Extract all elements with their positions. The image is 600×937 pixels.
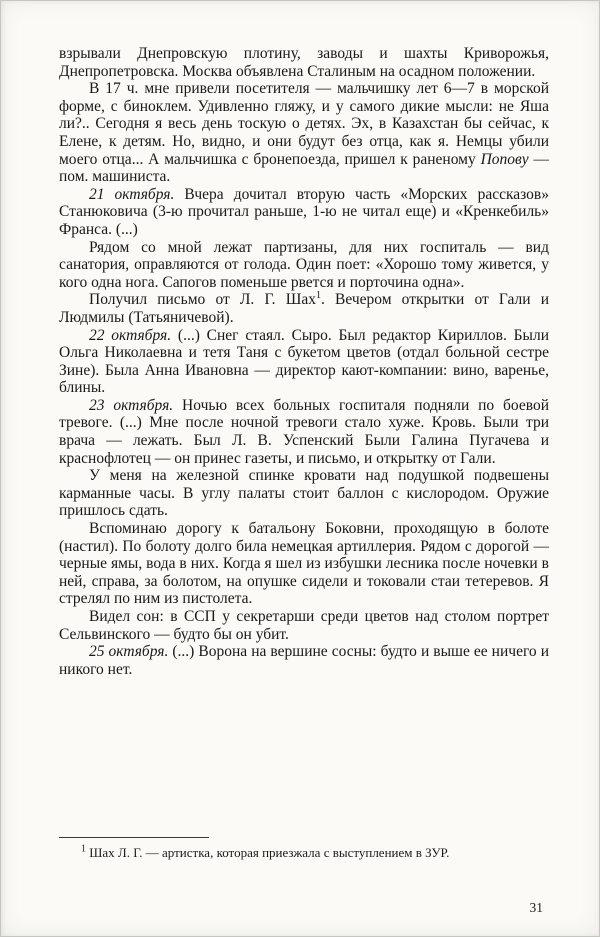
paragraph [59,467,549,520]
body-text: . Вечером открытки от Гали и Людмилы (Татьяничевой). [59,291,549,326]
body-text: (...) Снег стаял. Сыро. Был редактор Кириллов. Были Ольга Николаевна и тетя Таня с букетом цветов (отдал больной сестре Зине). Была Анна Ивановна — директор кают-компании: вино, варенье, блины. [59,326,549,397]
body-text: (...) Ворона на вершине сосны: будто и выше ее ничего и никого нет. [59,643,550,678]
body-text: Ночью всех больных госпиталя подняли по боевой тревоге. (...) Мне после ночной тревоги стало хуже. Кровь. Были три врача — лежать. Был Л. В. Успенский Были Галина Пугачева и краснофлотец — он принес газеты, и письмо, и открытку от Гали. [59,396,549,467]
paragraph [59,643,549,678]
footnote-text: Шах Л. Г. — артистка, которая приезжала с выступлением в ЗУР. [86,845,450,860]
body-text: Рядом со мной лежат партизаны, для них госпиталь — вид санатория, оправляются от голода. Один поет: «Хорошо тому живется, у кого одна нога. Сапогов поменьше рвется и порточина одна». [59,238,549,291]
paragraph [59,80,549,186]
paragraph [59,520,549,608]
text-column [59,45,549,678]
paragraph [59,239,549,292]
paragraph [59,327,549,397]
italic-text: Попову [480,150,529,168]
italic-text: 21 октября. [89,185,175,203]
paragraph [59,291,549,326]
footnote-rule [59,837,209,838]
body-text: Вспоминаю дорогу к батальону Боковни, проходящую в болоте (настил). По болоту долго била немецкая артиллерия. Рядом с дорогой — черные ямы, вода в них. Когда я шел из избушки лесника после ночевки в ней, справа, за болотом, на опушке сидели и токовали стаи тетеревов. Я стрелял по ним из пистолета. [59,520,549,608]
paragraph [59,397,549,467]
footnote [59,845,549,862]
paragraph [59,186,549,239]
body-text: Видел сон: в ССП у секретарши среди цветов над столом портрет Сельвинского — будто бы он убит. [59,608,549,643]
paragraph [59,45,549,80]
body-text: В 17 ч. мне привели посетителя — мальчишку лет 6—7 в морской форме, с биноклем. Удивленно гляжу, и у самого дикие мысли: не Яша ли?.. Сегодня я весь день тоскую о детях. Эх, в Казахстан бы сейчас, к Елене, к детям. Но, видно, и они будут без отца, как я. Немцы убили моего отца... А мальчишка с бронепоезда, пришел к раненому [59,80,549,168]
body-text: взрывали Днепровскую плотину, заводы и шахты Криворожья, Днепропетровска. Москва объявлена Сталиным на осадном положении. [59,45,549,80]
body-text: Получил письмо от Л. Г. Шах [89,291,316,309]
footnote-marker: 1 [81,843,86,855]
body-text: У меня на железной спинке кровати над подушкой подвешены карманные часы. В углу палаты стоит баллон с кислородом. Оружие пришлось сдать. [59,467,549,520]
page-number: 31 [529,900,543,915]
italic-text: 23 октября. [89,396,174,414]
italic-text: 22 октября. [89,326,172,344]
paragraph [59,608,549,643]
body-text: Вчера дочитал вторую часть «Морских рассказов» Станюковича (3-ю прочитал раньше, 1-ю не читал еще) и «Кренкебиль» Франса. (...) [59,185,549,238]
footnote-reference: 1 [315,290,321,302]
footnote-block [59,837,549,862]
italic-text: 25 октября. [89,643,169,661]
body-text: — пом. машиниста. [59,150,550,186]
